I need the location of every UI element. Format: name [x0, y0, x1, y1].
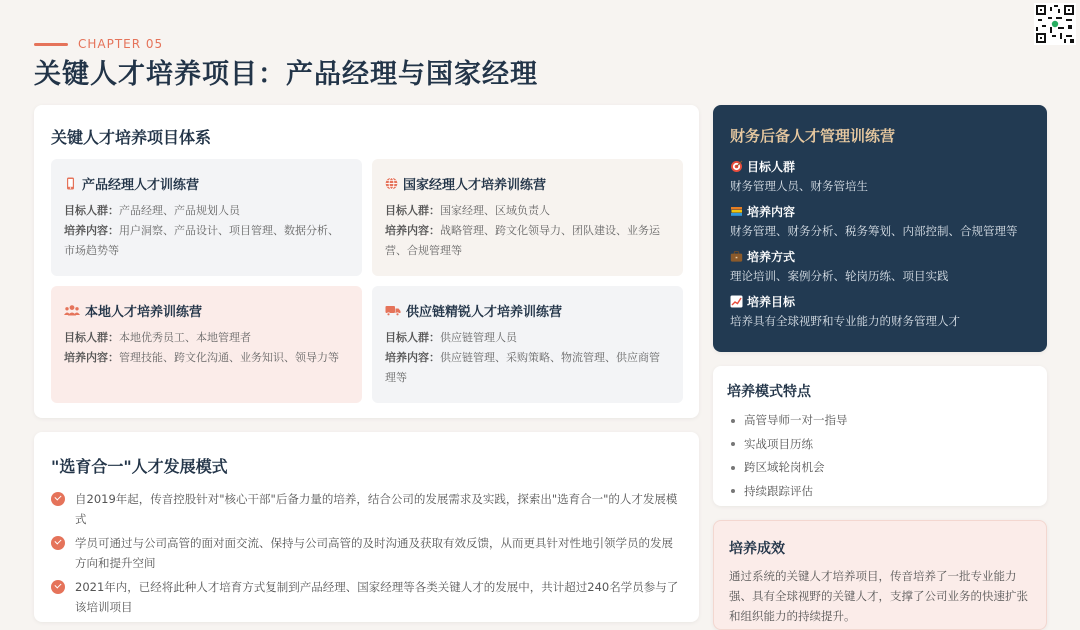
program-content: 管理技能、跨文化沟通、业务知识、领导力等 — [119, 351, 339, 364]
finance-section-heading: 培养方式 — [747, 250, 796, 264]
list-item — [51, 489, 682, 529]
finance-section-content — [730, 203, 1030, 240]
finance-camp-title: 财务后备人才管理训练营 — [730, 127, 896, 145]
finance-section-method — [730, 248, 1030, 285]
bullet-icon — [731, 419, 735, 423]
program-target: 供应链管理人员 — [440, 331, 517, 344]
target-icon — [730, 160, 743, 173]
bullet-icon — [731, 489, 735, 493]
truck-icon — [385, 304, 401, 317]
list-item-text: 学员可通过与公司高管的面对面交流、保持与公司高管的及时沟通及获取有效反馈，从而更具针对性地引领学员的发展方向和提升空间 — [75, 536, 673, 570]
development-model-title: "选育合一"人才发展模式 — [51, 457, 228, 476]
finance-section-heading: 目标人群 — [747, 160, 796, 174]
briefcase-icon — [730, 250, 743, 263]
finance-section-text: 培养具有全球视野和专业能力的财务管理人才 — [730, 314, 960, 328]
program-target: 国家经理、区域负责人 — [440, 204, 550, 217]
content-label: 培养内容： — [385, 351, 440, 364]
check-circle-icon — [51, 536, 65, 550]
page-title: 关键人才培养项目：产品经理与国家经理 — [34, 59, 538, 90]
content-label: 培养内容： — [385, 224, 440, 237]
training-features-card — [713, 366, 1047, 506]
list-item — [727, 480, 1033, 504]
training-features-title: 培养模式特点 — [727, 384, 811, 400]
bullet-icon — [731, 442, 735, 446]
training-results-title: 培养成效 — [729, 541, 785, 557]
list-item — [51, 533, 682, 573]
finance-section-text: 财务管理、财务分析、税务筹划、内部控制、合规管理等 — [730, 224, 1018, 238]
list-item — [727, 433, 1033, 457]
list-item-text: 2021年内，已经将此种人才培育方式复制到产品经理、国家经理等各类关键人才的发展中，共计超过240名学员参与了该培训项目 — [75, 580, 679, 614]
program-name: 本地人才培养训练营 — [85, 305, 203, 320]
list-item-text: 持续跟踪评估 — [744, 483, 813, 498]
training-results-text: 通过系统的关键人才培养项目，传音培养了一批专业能力强、具有全球视野的关键人才，支撑了公司业务的快速扩张和组织能力的持续提升。 — [729, 569, 1028, 623]
finance-section-heading: 培养内容 — [747, 205, 796, 219]
target-label: 目标人群： — [385, 331, 440, 344]
program-card-country-manager — [372, 159, 683, 276]
list-item-text: 跨区域轮岗机会 — [744, 460, 825, 474]
finance-camp-card — [713, 105, 1047, 352]
finance-section-text: 财务管理人员、财务管培生 — [730, 179, 868, 193]
talent-system-card — [34, 105, 699, 418]
program-card-product-manager — [51, 159, 362, 276]
bullet-icon — [731, 466, 735, 470]
program-card-supply-chain — [372, 286, 683, 403]
books-icon — [730, 205, 743, 218]
check-circle-icon — [51, 580, 65, 594]
talent-system-title: 关键人才培养项目体系 — [51, 128, 212, 147]
globe-icon — [385, 177, 398, 190]
program-grid — [51, 159, 683, 403]
list-item-text: 实战项目历练 — [744, 436, 813, 451]
program-name: 国家经理人才培养训练营 — [403, 178, 547, 193]
program-target: 产品经理、产品规划人员 — [119, 204, 240, 217]
list-item-text: 自2019年起，传音控股针对"核心干部"后备力量的培养，结合公司的发展需求及实践，探索出"选育合一"的人才发展模式 — [75, 492, 678, 526]
content-label: 培养内容： — [64, 224, 119, 237]
content-label: 培养内容： — [64, 351, 119, 364]
finance-section-target — [730, 158, 1030, 195]
chart-up-icon — [730, 295, 743, 308]
finance-section-heading: 培养目标 — [747, 295, 796, 309]
target-label: 目标人群： — [64, 204, 119, 217]
program-target: 本地优秀员工、本地管理者 — [119, 331, 251, 344]
qr-code-icon — [1034, 3, 1076, 45]
program-content: 用户洞察、产品设计、项目管理、数据分析、市场趋势等 — [64, 224, 339, 257]
finance-section-text: 理论培训、案例分析、轮岗历练、项目实践 — [730, 269, 949, 283]
program-name: 供应链精锐人才培养训练营 — [406, 305, 563, 320]
list-item — [727, 409, 1033, 433]
check-circle-icon — [51, 492, 65, 506]
development-model-card — [34, 432, 699, 622]
users-icon — [64, 304, 80, 317]
list-item — [727, 456, 1033, 480]
list-item — [51, 577, 682, 617]
chapter-accent-bar — [34, 43, 68, 46]
training-features-list — [727, 409, 1033, 503]
program-content: 供应链管理、采购策略、物流管理、供应商管理等 — [385, 351, 660, 384]
training-results-card — [713, 520, 1047, 630]
target-label: 目标人群： — [385, 204, 440, 217]
finance-section-goal — [730, 293, 1030, 330]
target-label: 目标人群： — [64, 331, 119, 344]
program-card-local-talent — [51, 286, 362, 403]
program-name: 产品经理人才训练营 — [82, 178, 200, 193]
program-content: 战略管理、跨文化领导力、团队建设、业务运营、合规管理等 — [385, 224, 660, 257]
chapter-number: CHAPTER 05 — [78, 37, 164, 51]
list-item-text: 高管导师一对一指导 — [744, 413, 848, 427]
development-model-list — [51, 489, 682, 617]
mobile-phone-icon — [64, 177, 77, 190]
chapter-label — [34, 37, 163, 51]
